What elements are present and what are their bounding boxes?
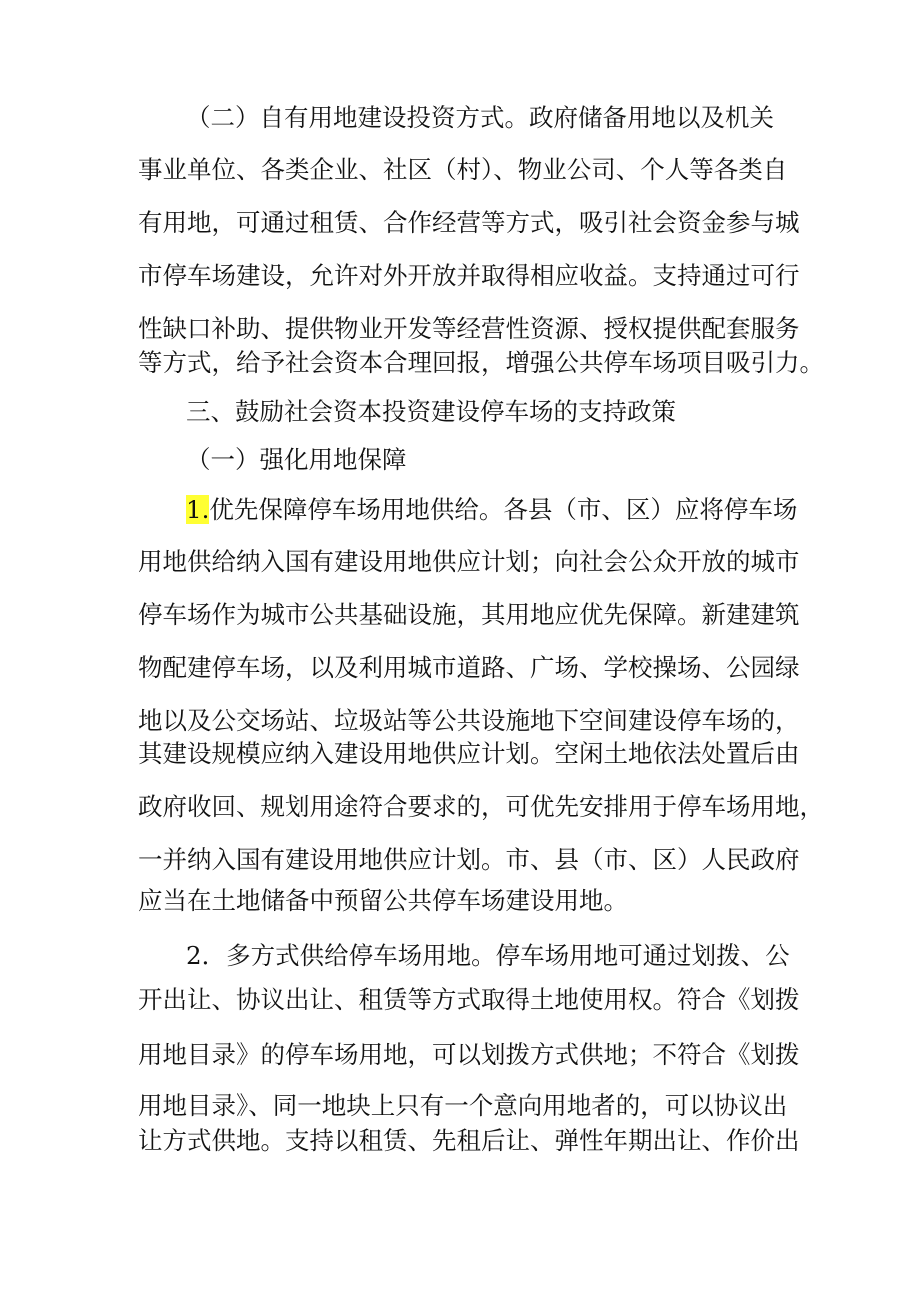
paragraph-line: 用地供给纳入国有建设用地供应计划；向社会公众开放的城市 xyxy=(138,547,800,576)
numbered-paragraph-line: 2．多方式供给停车场用地。停车场用地可通过划拨、公 xyxy=(186,941,790,970)
paragraph-line: 等方式，给予社会资本合理回报，增强公共停车场项目吸引力。 xyxy=(138,348,824,377)
paragraph-line: 其建设规模应纳入建设用地供应计划。空闲土地依法处置后由 xyxy=(138,739,800,768)
paragraph-line: 物配建停车场，以及利用城市道路、广场、学校操场、公园绿 xyxy=(138,653,800,682)
paragraph-line: 事业单位、各类企业、社区（村）、物业公司、个人等各类自 xyxy=(138,155,788,184)
paragraph-line: 开出让、协议出让、租赁等方式取得土地使用权。符合《划拨 xyxy=(138,985,800,1014)
highlighted-item-number: 1. xyxy=(186,495,210,524)
paragraph-line: 市停车场建设，允许对外开放并取得相应收益。支持通过可行 xyxy=(138,261,800,290)
paragraph-line: 用地目录》、同一地块上只有一个意向用地者的，可以协议出 xyxy=(138,1091,788,1120)
paragraph-line: （二）自有用地建设投资方式。政府储备用地以及机关 xyxy=(186,103,774,132)
paragraph-text: 优先保障停车场用地供给。各县（市、区）应将停车场 xyxy=(209,495,798,524)
paragraph-line: 政府收回、规划用途符合要求的，可优先安排用于停车场用地， xyxy=(138,792,824,821)
paragraph-line: 地以及公交场站、垃圾站等公共设施地下空间建设停车场的， xyxy=(138,706,800,735)
section-heading: 三、鼓励社会资本投资建设停车场的支持政策 xyxy=(186,397,676,426)
paragraph-line: 一并纳入国有建设用地供应计划。市、县（市、区）人民政府 xyxy=(138,845,800,874)
paragraph-line: 停车场作为城市公共基础设施，其用地应优先保障。新建建筑 xyxy=(138,600,800,629)
paragraph-line: 有用地，可通过租赁、合作经营等方式，吸引社会资金参与城 xyxy=(138,208,800,237)
numbered-paragraph-line xyxy=(186,490,846,530)
paragraph-line: 用地目录》的停车场用地，可以划拨方式供地；不符合《划拨 xyxy=(138,1040,800,1069)
paragraph-line: 性缺口补助、提供物业开发等经营性资源、授权提供配套服务 xyxy=(138,314,800,343)
paragraph-line: 让方式供地。支持以租赁、先租后让、弹性年期出让、作价出 xyxy=(138,1126,800,1155)
subsection-heading: （一）强化用地保障 xyxy=(186,445,407,474)
paragraph-line: 应当在土地储备中预留公共停车场建设用地。 xyxy=(138,886,628,915)
